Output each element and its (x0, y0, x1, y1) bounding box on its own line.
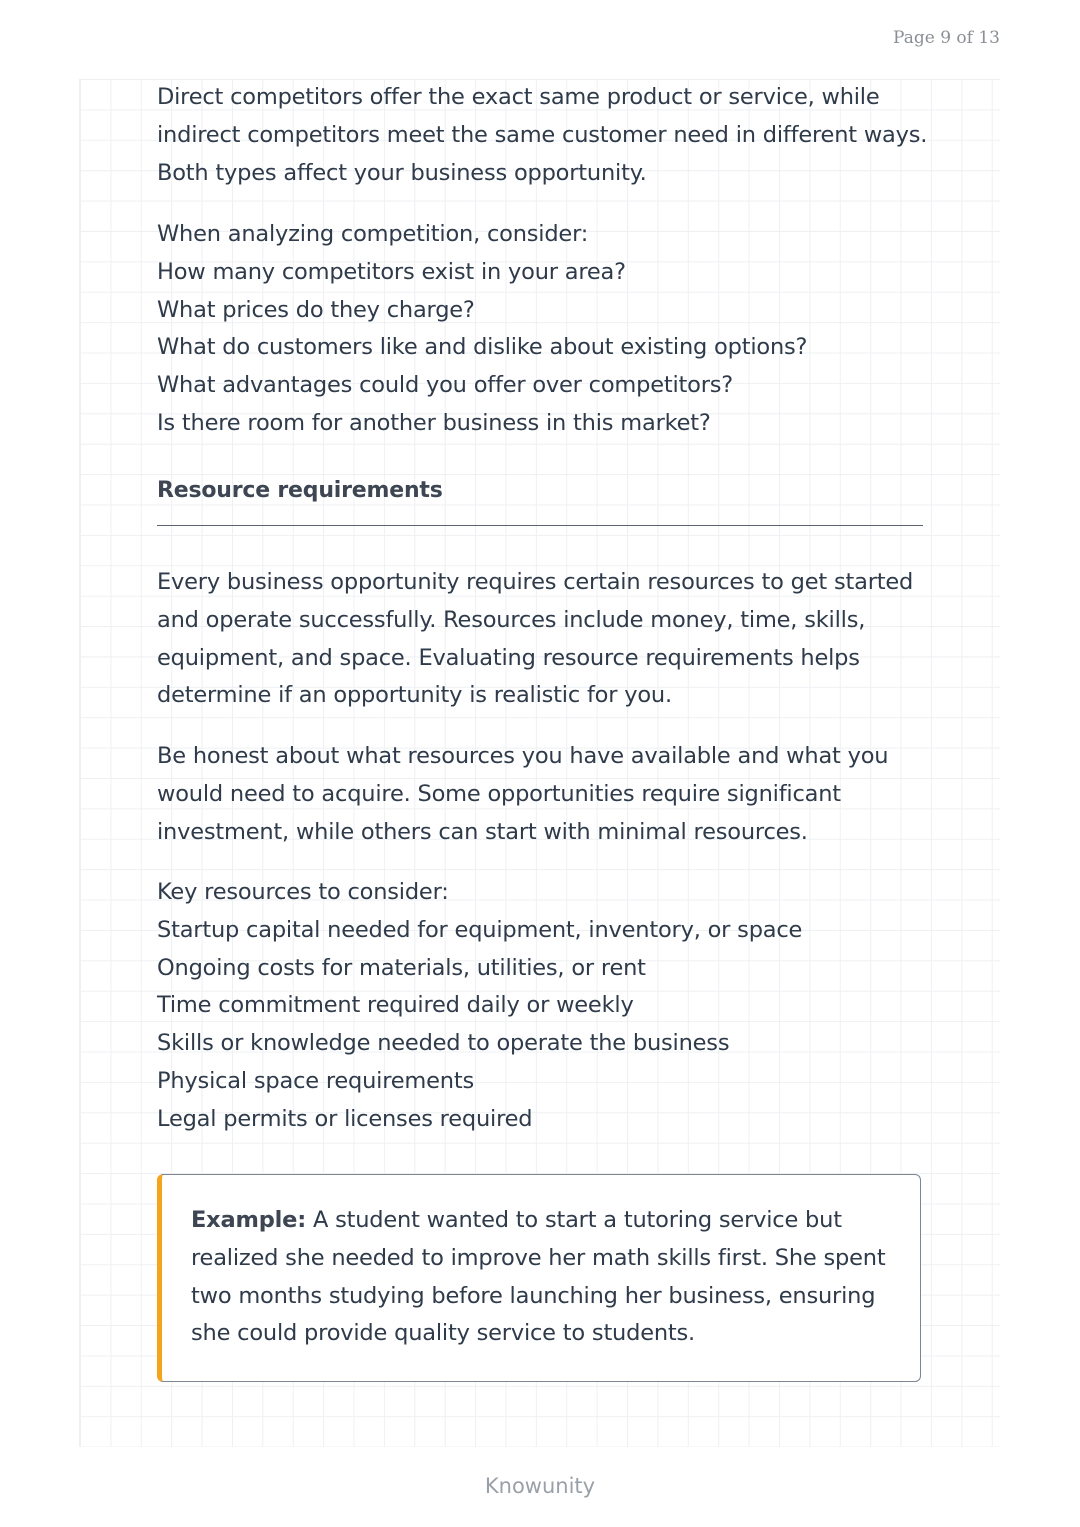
example-label: Example: (191, 1207, 306, 1233)
list-item: Skills or knowledge needed to operate the business (157, 1030, 730, 1057)
text-line: determine if an opportunity is realistic for you. (157, 682, 672, 709)
text-line: Both types affect your business opportunity. (157, 159, 647, 186)
competition-questions (157, 216, 807, 443)
list-intro: When analyzing competition, consider: (157, 221, 589, 247)
text-line: Be honest about what resources you have available and what you (157, 743, 889, 769)
list-item: Physical space requirements (157, 1067, 474, 1094)
text-line: and operate successfully. Resources include money, time, skills, (157, 606, 866, 633)
text-line: Every business opportunity requires certain resources to get started (157, 569, 914, 595)
list-item: What prices do they charge? (157, 296, 475, 323)
text-line: two months studying before launching her business, ensuring (191, 1282, 876, 1309)
list-item: Is there room for another business in this market? (157, 409, 711, 436)
list-item: What do customers like and dislike about existing options? (157, 334, 808, 361)
text-line: realized she needed to improve her math skills first. She spent (191, 1244, 886, 1271)
competitors-paragraph (157, 79, 927, 192)
list-item: Ongoing costs for materials, utilities, or rent (157, 954, 646, 981)
example-callout (157, 1174, 921, 1382)
page-number: Page 9 of 13 (893, 28, 1000, 48)
section-heading: Resource requirements (157, 478, 443, 503)
text-line: she could provide quality service to students. (191, 1320, 696, 1347)
list-item: Startup capital needed for equipment, inventory, or space (157, 916, 803, 943)
text-line: would need to acquire. Some opportunities require significant (157, 780, 841, 807)
footer-brand: Knowunity (484, 1474, 596, 1498)
text-line: investment, while others can start with minimal resources. (157, 818, 808, 845)
list-item: What advantages could you offer over competitors? (157, 372, 734, 399)
text-line: equipment, and space. Evaluating resource requirements helps (157, 644, 860, 671)
example-first-line (191, 1202, 885, 1240)
heading-divider (157, 525, 923, 526)
example-text (191, 1202, 885, 1353)
list-intro: Key resources to consider: (157, 879, 449, 905)
list-item: Time commitment required daily or weekly (157, 992, 634, 1019)
example-first-line-text: A student wanted to start a tutoring service but (306, 1207, 842, 1233)
resources-paragraph (157, 564, 913, 715)
text-line: Direct competitors offer the exact same product or service, while (157, 84, 880, 110)
text-line: indirect competitors meet the same customer need in different ways. (157, 121, 928, 148)
list-item: Legal permits or licenses required (157, 1105, 533, 1132)
list-item: How many competitors exist in your area? (157, 258, 626, 285)
key-resources-list (157, 874, 802, 1139)
honesty-paragraph (157, 738, 888, 851)
